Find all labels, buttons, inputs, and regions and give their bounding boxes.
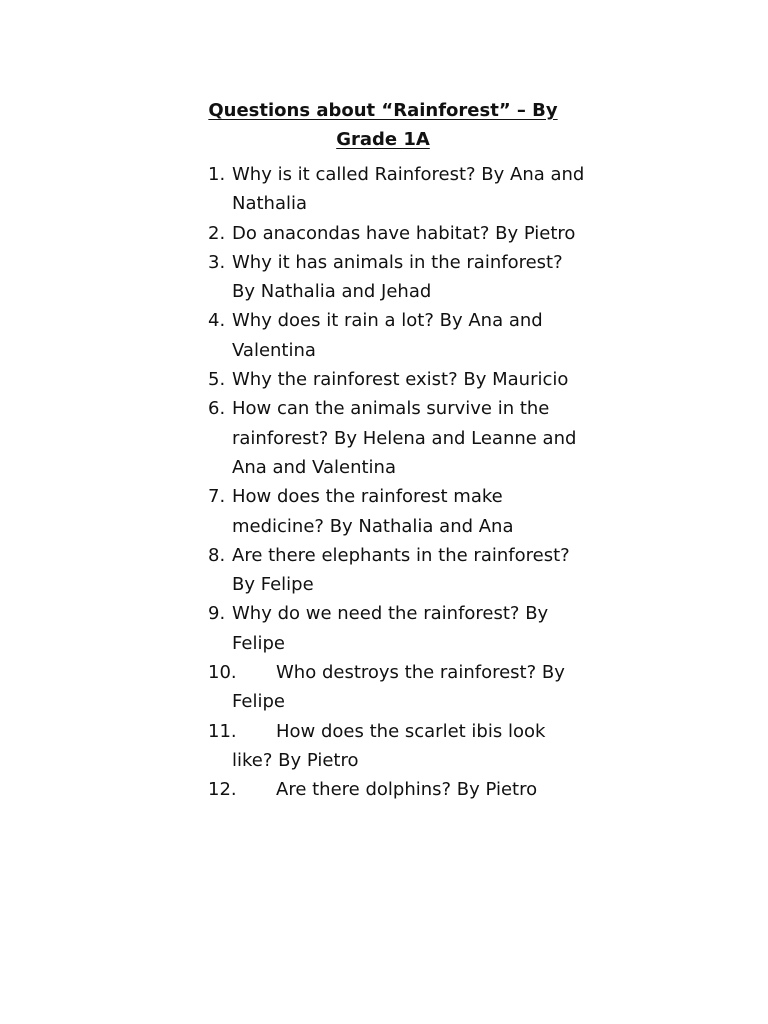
question-item	[208, 658, 588, 717]
title-line-1: Questions about “Rainforest” – By	[208, 100, 558, 121]
question-item	[208, 775, 588, 804]
question-text: Why do we need the rainforest? By Felipe	[232, 603, 549, 654]
question-number: 1.	[208, 164, 226, 185]
question-number: 3.	[208, 251, 226, 273]
question-text: Why the rainforest exist? By Mauricio	[232, 369, 569, 391]
question-item	[208, 541, 588, 600]
question-text: Who destroys the rainforest? By Felipe	[232, 662, 565, 713]
question-item	[208, 365, 588, 394]
question-text: How can the animals survive in the rainforest? By Helena and Leanne and Ana and Valentina	[232, 398, 577, 478]
question-list	[208, 160, 588, 805]
title-line-2: Grade 1A	[336, 129, 430, 150]
question-text: How does the rainforest make medicine? By Nathalia and Ana	[232, 486, 514, 537]
document-title	[200, 96, 566, 154]
question-item	[208, 306, 588, 365]
question-item	[208, 599, 588, 658]
question-item	[208, 717, 588, 776]
question-number: 4.	[208, 310, 226, 332]
question-item	[208, 394, 588, 482]
question-text: Why is it called Rainforest? By Ana and Nathalia	[232, 164, 585, 215]
question-number: 12.	[208, 779, 237, 801]
question-number: 5.	[208, 369, 226, 391]
question-item	[208, 160, 588, 219]
question-number: 2.	[208, 222, 226, 244]
question-number: 9.	[208, 603, 226, 625]
question-item	[208, 482, 588, 541]
question-text: How does the scarlet ibis look like? By Pietro	[232, 720, 546, 771]
question-item	[208, 248, 588, 307]
question-text: Why it has animals in the rainforest? By Nathalia and Jehad	[232, 251, 563, 303]
question-number: 10.	[208, 662, 237, 684]
question-text: Are there dolphins? By Pietro	[276, 779, 538, 801]
question-item	[208, 219, 588, 248]
question-number: 7.	[208, 486, 226, 508]
question-number: 11.	[208, 720, 237, 742]
question-text: Are there elephants in the rainforest? By Felipe	[232, 544, 570, 596]
question-text: Do anacondas have habitat? By Pietro	[232, 222, 576, 244]
question-number: 6.	[208, 398, 226, 420]
question-number: 8.	[208, 544, 226, 566]
question-text: Why does it rain a lot? By Ana and Valentina	[232, 310, 543, 361]
